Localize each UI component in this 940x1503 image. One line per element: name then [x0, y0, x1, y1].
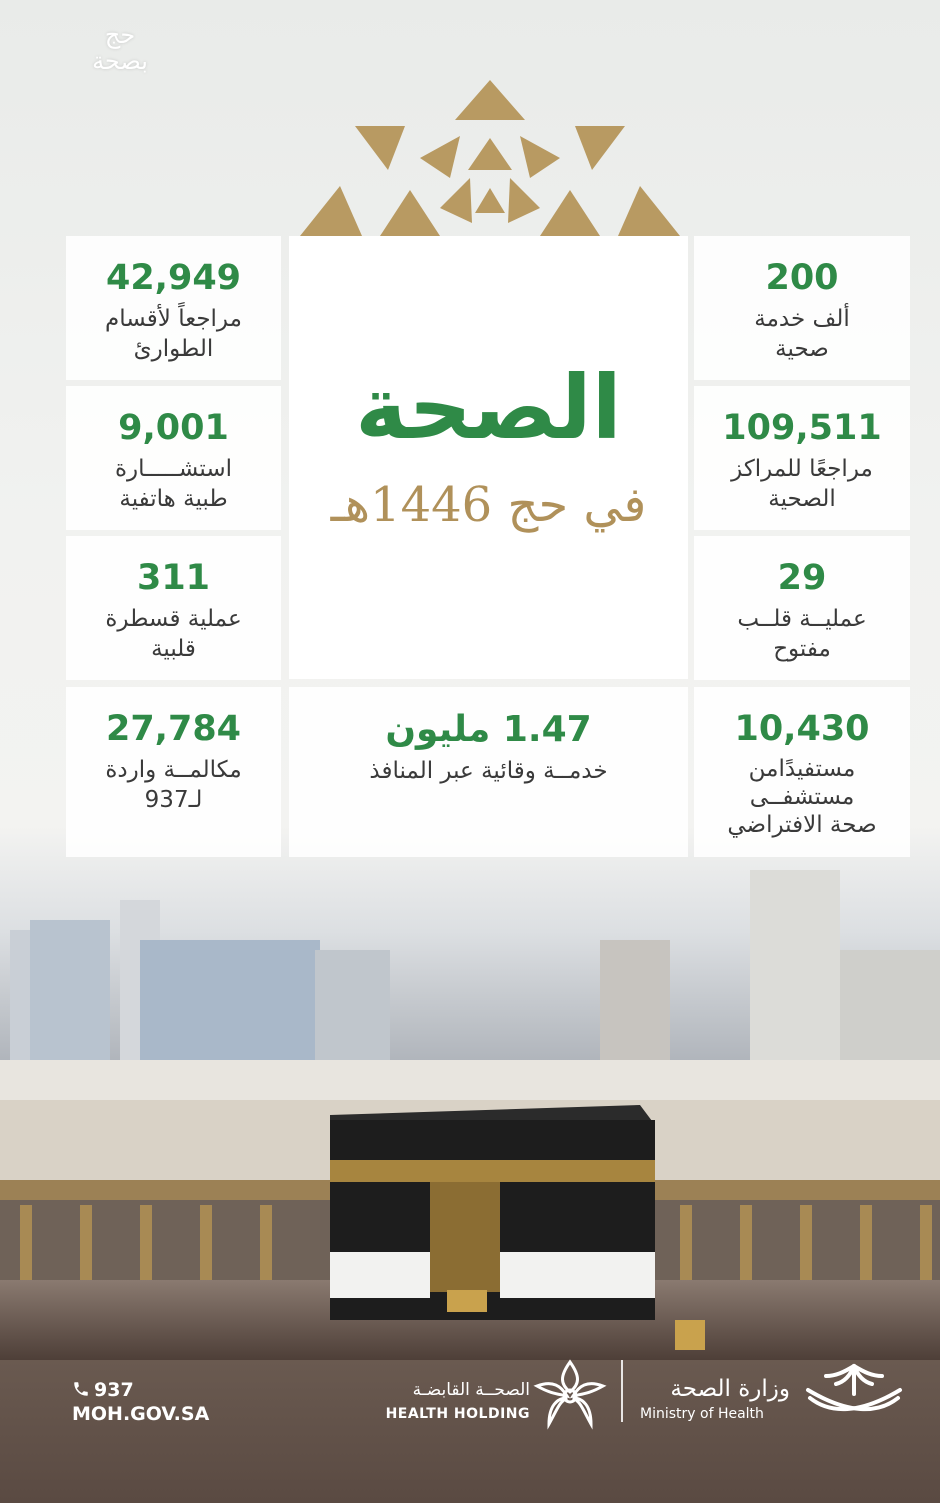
stat-label-line2: مستشفــى: [749, 784, 855, 810]
stat-card-health-services: [694, 236, 910, 380]
stat-value: 42,949: [105, 258, 242, 298]
stat-label-line1: مستفيدًامن: [748, 756, 856, 782]
stat-value: 27,784: [105, 709, 242, 749]
brand-line2: بصحة: [92, 47, 148, 75]
stat-card-virtual-hospital: [694, 687, 910, 857]
stat-value: 9,001: [118, 408, 229, 448]
stat-label-line2: صحية: [775, 336, 829, 362]
palm-swords-emblem-icon: [800, 1362, 908, 1422]
stat-value: 109,511: [722, 408, 882, 448]
islamic-star-emblem: [300, 78, 680, 238]
stat-card-open-heart-surgery: [694, 536, 910, 680]
stat-card-health-center-visits: [694, 386, 910, 530]
stat-card-cardiac-catheterization: [66, 536, 281, 680]
website-link[interactable]: MOH.GOV.SA: [72, 1403, 210, 1425]
phone-number[interactable]: 937: [94, 1379, 134, 1401]
stat-label: خدمــة وقائية عبر المنافذ: [369, 758, 608, 784]
health-holding-english: HEALTH HOLDING: [385, 1406, 530, 1422]
hero-subtitle: في حج 1446هـ: [330, 477, 647, 533]
phone-icon: [72, 1380, 90, 1398]
stat-label-line1: مراجعاً لأقسام: [105, 306, 242, 332]
stat-label-line1: عمليــة قلــب: [737, 606, 867, 632]
stat-card-incoming-calls: [66, 687, 281, 857]
ministry-of-health-wordmark: [640, 1376, 790, 1422]
stat-label-line2: لـ937: [144, 787, 203, 813]
stat-label-line1: استشـــــارة: [115, 456, 232, 482]
stat-label-line2: الصحية: [768, 486, 836, 512]
hero-title: الصحة: [355, 356, 622, 459]
stat-card-preventive-services: [289, 687, 688, 857]
footer-divider: [621, 1360, 623, 1422]
stat-value: 200: [765, 258, 839, 298]
stat-value: 311: [136, 558, 211, 598]
stat-value: 10,430: [734, 709, 870, 749]
stat-value: 1.47 مليون: [385, 709, 592, 750]
ministry-english: Ministry of Health: [640, 1406, 764, 1422]
stat-label-line3: صحة الافتراضي: [727, 812, 877, 838]
stat-label-line2: الطوارئ: [133, 336, 214, 362]
ministry-arabic: وزارة الصحة: [670, 1376, 790, 1402]
brand-line1: حج: [104, 21, 136, 49]
stat-value: 29: [777, 558, 827, 598]
stat-card-emergency-visits: [66, 236, 281, 380]
masjid-al-haram-scene: [0, 860, 940, 1360]
stat-label-line1: مراجعًا للمراكز: [731, 456, 873, 482]
footer-contact: [72, 1378, 209, 1426]
hajj-bisiha-logo: [70, 22, 170, 74]
stat-label-line2: طبية هاتفية: [119, 486, 228, 512]
stat-label-line1: عملية قسطرة: [105, 606, 242, 632]
stat-label-line1: ألف خدمة: [754, 306, 850, 332]
stat-card-phone-consultations: [66, 386, 281, 530]
health-holding-flower-icon: [533, 1358, 607, 1430]
health-holding-arabic: الصحــة القابضـة: [412, 1380, 530, 1400]
stat-label-line2: مفتوح: [773, 636, 831, 662]
health-holding-wordmark: [382, 1380, 530, 1422]
stat-label-line1: مكالمــة واردة: [105, 757, 242, 783]
hero-panel: [289, 236, 688, 679]
stat-label-line2: قلبية: [151, 636, 196, 662]
